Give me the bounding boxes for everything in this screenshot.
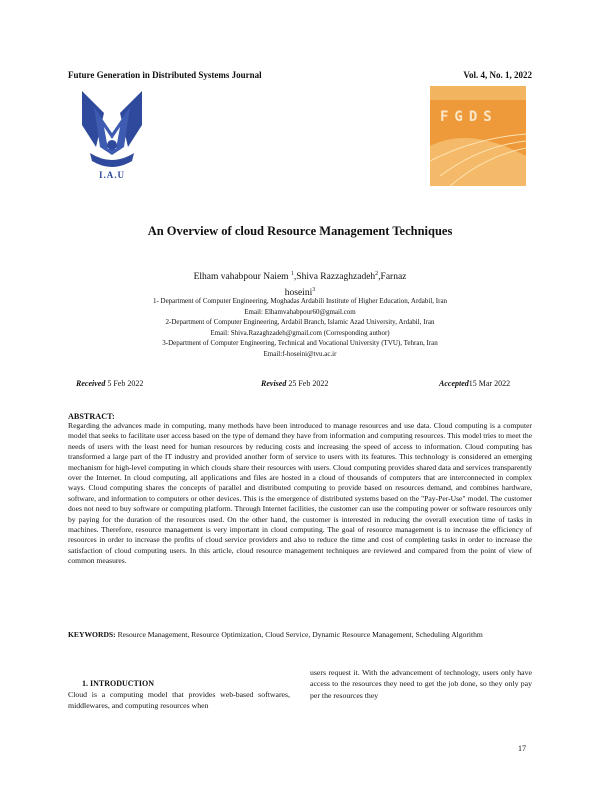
affiliation-email: Email:f-hoseini@tvu.ac.ir — [263, 349, 337, 358]
journal-cover-image — [430, 86, 526, 186]
affiliation-line: 3-Department of Computer Engineering, Technical and Vocational University (TVU), Tehran, Iran — [162, 339, 438, 347]
university-logo — [76, 87, 148, 184]
intro-left-column: Cloud is a computing model that provides web-based softwares, middlewares, and computing resources when — [68, 690, 290, 711]
author-3-sup: 3 — [312, 287, 316, 294]
abstract-heading: ABSTRACT: — [68, 412, 115, 421]
revised-value: 25 Feb 2022 — [286, 379, 329, 388]
accepted-value: 15 Mar 2022 — [468, 379, 511, 388]
keywords-text: Resource Management, Resource Optimization, Cloud Service, Dynamic Resource Management, Scheduling Algorithm — [115, 630, 483, 639]
paper-title: An Overview of cloud Resource Management Techniques — [147, 224, 453, 238]
author-2: ,Shiva Razzaghzadeh — [293, 272, 376, 283]
revised-date — [261, 379, 328, 388]
accepted-date — [439, 379, 510, 388]
author-3: ,Farnaz — [378, 272, 407, 283]
keywords-label: KEYWORDS: — [68, 630, 116, 639]
affiliations — [90, 296, 510, 359]
abstract-text: Regarding the advances made in computing, many methods have been introduced to manage resources and use data. Cloud computing is a computer model that seeks to facilitate user access based on the type of demand they have from information and computing resources. This model tries to meet the needs of users with the least need for human resources by reducing costs and increasing the speed of access to information. Cloud computing has transformed a large part of the IT industry and provided another form of service to users with its features. This technology is considered an emerging mechanism for high-level computing in which clouds share their resources with users. Cloud computing provides shared data and services transparently over the Internet. In cloud computing, all applications and files are hosted in a cloud of thousands of computers that are interconnected in complex ways. Cloud computing shares the concepts of parallel and distributed computing to provide based on resources demand, and combines hardware, software, and information to computers or other devices. This is the emergence of distributed systems based on the "Pay-Per-Use" model. The customer does not need to buy software or computing platform. Through Internet facilities, the customer can use the computing power or software resources only by paying for the duration of the resources used. On the other hand, the customer is interested in reducing the overall execution time of tasks in machines. Therefore, resource management is very important in cloud computing. The goal of resource management is to increase the efficiency of resources in order to increase the profits of cloud service providers and also to reduce the time and cost of completing tasks in order to increase the satisfaction of cloud computing users. In this article, cloud resource management techniques are reviewed and compared from the point of view of common measures. — [68, 421, 532, 566]
intro-right-column: users request it. With the advancement of technology, users only have access to the resources they need to get the job done, so they only pay per the resources they — [310, 668, 532, 700]
affiliation-email: Email: Elhamvahabpour60@gmail.com — [244, 307, 356, 316]
author-2-sup: 2 — [375, 271, 379, 277]
author-3-surname: hoseini — [284, 288, 313, 299]
keywords — [68, 626, 532, 643]
author-1: Elham vahabpour Naiem — [193, 272, 291, 283]
affiliation-line: 2-Department of Computer Engineering, Ardabil Branch, Islamic Azad University, Ardabil, Iran — [165, 318, 435, 326]
journal-name: Future Generation in Distributed Systems Journal — [68, 70, 262, 80]
cover-text: FGDS — [440, 109, 498, 125]
received-label: Received — [76, 379, 106, 388]
intro-heading: 1. INTRODUCTION — [82, 679, 155, 688]
received-value: 5 Feb 2022 — [105, 379, 144, 388]
logo-text: I.A.U — [98, 170, 125, 180]
revised-label: Revised — [261, 379, 287, 388]
page-number: 17 — [518, 744, 526, 753]
journal-volume: Vol. 4, No. 1, 2022 — [463, 70, 532, 80]
received-date — [76, 379, 143, 388]
author-1-sup: 1 — [290, 271, 294, 277]
accepted-label: Accepted — [439, 379, 469, 388]
affiliation-email: Email: Shiva.Razaghzadeh@gmail.com (Corresponding author) — [210, 328, 390, 337]
affiliation-line: 1- Department of Computer Engineering, Moghadas Ardabili Institute of Higher Education, Ardabil, Iran — [152, 297, 448, 305]
